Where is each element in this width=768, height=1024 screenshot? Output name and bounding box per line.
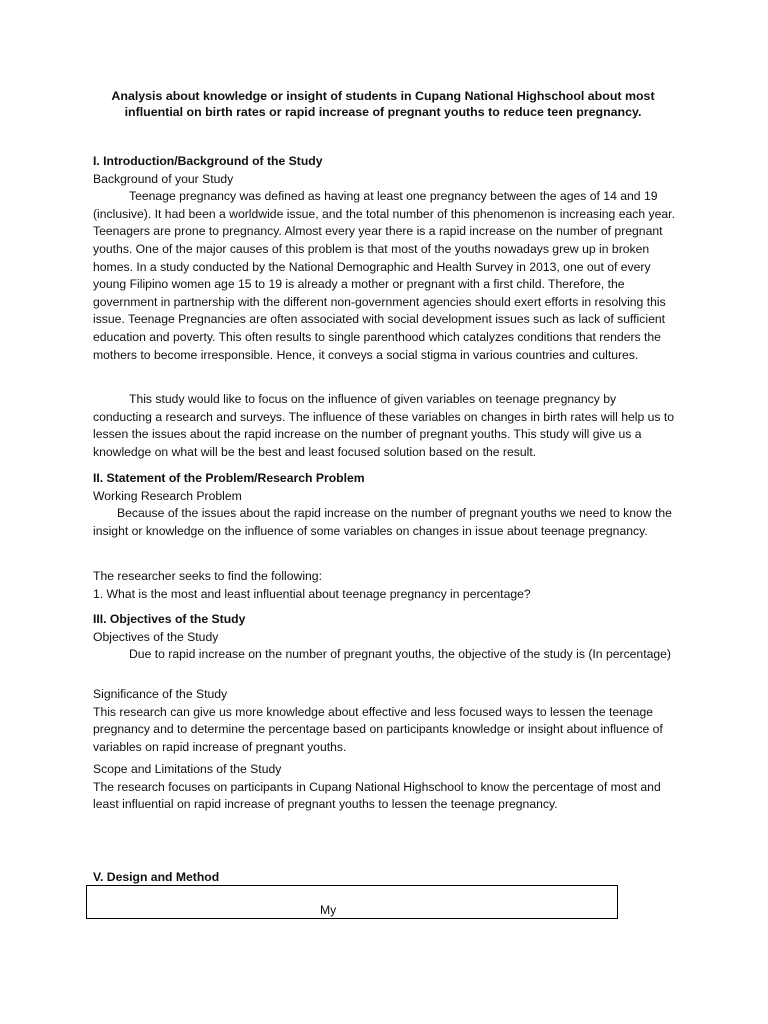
paragraph-block-focus [93,391,678,461]
paragraph-focus: This study would like to focus on the influence of given variables on teenage pregnancy by conducting a research and surveys. The influence of these variables on changes in birth rates will help us to lessen the issues about the rapid increase on the number of pregnant youths. This study will give us a knowledge on what will be the best and least focused solution based on the result. [93,392,675,459]
section-design [93,869,678,887]
section-heading-design: V. Design and Method [93,870,220,884]
paragraph-scope: The research focuses on participants in Cupang National Highschool to know the percentage of most and least influential on rapid increase of pregnant youths to lessen the teenage pregnancy. [93,779,661,812]
design-method-box [86,885,618,919]
subheading-significance: Significance of the Study [93,687,228,701]
section-heading-problem: II. Statement of the Problem/Research Problem [93,471,365,485]
paragraph-problem: Because of the issues about the rapid increase on the number of pregnant youths we need to know the insight or knowledge on the influence of some variables on changes in issue about teenage pregnancy. [93,506,672,538]
section-heading-objectives: III. Objectives of the Study [93,612,246,626]
section-introduction [93,153,678,364]
subheading-background: Background of your Study [93,171,234,186]
subheading-scope: Scope and Limitations of the Study [93,762,282,776]
paragraph-significance: This research can give us more knowledge about effective and less focused ways to lessen the teenage pregnancy and to determine the percentage based on participants knowledge or insight about influence of variables on rapid increase of pregnant youths. [93,704,663,754]
section-heading-introduction: I. Introduction/Background of the Study [93,154,323,168]
section-significance [93,686,678,756]
research-questions [93,568,678,603]
paragraph-background: Teenage pregnancy was defined as having at least one pregnancy between the ages of 14 and 19 (inclusive). It had been a worldwide issue, and the total number of this phenomenon is increasing each year. Teenagers are prone to pregnancy. Almost every year there is a rapid increase on the number of pregnant youths. One of the major causes of this problem is that most of the youths nowadays grew up in broken homes. In a study conducted by the National Demographic and Health Survey in 2013, one out of every young Filipino women age 15 to 19 is already a mother or pregnant with a first child. Therefore, the government in partnership with the different non-government agencies should exert efforts in resolving this issue. Teenage Pregnancies are often associated with social development issues such as lack of sufficient education and poverty. This often results to single parenthood which catalyzes conditions that renders the mothers to become irresponsible. Hence, it conveys a social stigma in various countries and cultures. [93,189,675,362]
paragraph-objectives: Due to rapid increase on the number of pregnant youths, the objective of the study is (In percentage) [129,647,671,662]
document-title: Analysis about knowledge or insight of students in Cupang National Highschool about most influential on birth rates or rapid increase of pregnant youths to reduce teen pregnancy. [111,89,655,119]
subheading-objectives: Objectives of the Study [93,629,219,644]
seeks-text: The researcher seeks to find the following: [93,569,322,583]
research-question-1: 1. What is the most and least influential about teenage pregnancy in percentage? [93,586,531,601]
section-problem [93,470,678,540]
design-box-text: My [320,903,337,917]
section-objectives [93,611,678,664]
subheading-working-problem: Working Research Problem [93,488,242,503]
section-scope [93,761,678,814]
